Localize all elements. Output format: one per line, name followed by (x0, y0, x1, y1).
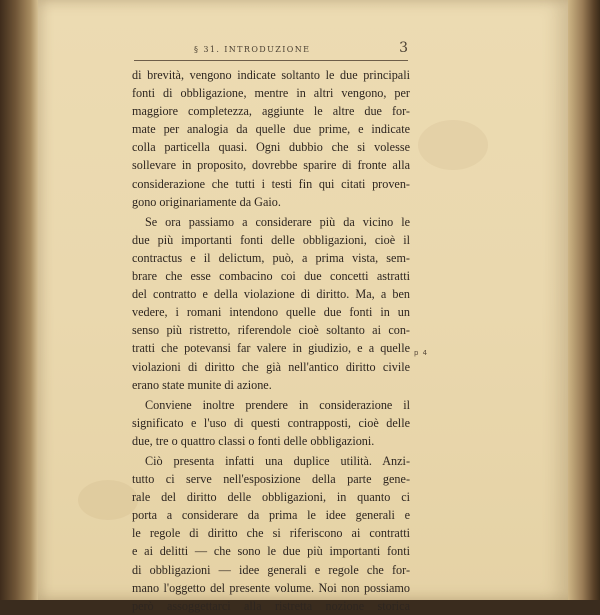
text-line: colla particella quasi. Ogni dubbio che si volesse (132, 140, 410, 155)
text-line: sollevare in proposito, dovrebbe sparire di fronte alla (132, 158, 410, 173)
text-line: tutto ci serve nell'esposizione della parte gene- (132, 472, 410, 487)
body-text (132, 66, 410, 615)
text-line: considerazione che tutti i testi fin qui citati proven- (132, 176, 410, 191)
text-line: porta a considerare da prima le idee generali e (132, 508, 410, 523)
text-line: significato e l'uso di questi contrapposti, cioè delle (132, 415, 410, 430)
text-line: del contratto e della violazione di diritto. Ma, a ben (132, 287, 410, 302)
text-line: mate per analogia da quelle due prime, e indicate (132, 122, 410, 137)
text-line: e ai delitti — che sono le due più importanti fonti (132, 544, 410, 559)
paper-stain (418, 120, 488, 170)
book-binding-gutter (0, 0, 38, 600)
text-line: vedere, i romani intendono quelle due fonti in un (132, 305, 410, 320)
text-line: fonti di obbligazione, mentre in altri vengono, per (132, 86, 410, 101)
text-line: mano l'oggetto del presente volume. Noi non possiamo (132, 580, 410, 595)
text-line: brare che esse combacino coi due concetti astratti (132, 269, 410, 284)
text-line: maggiore completezza, aggiunte le altre due for- (132, 104, 410, 119)
text-line: rale del diritto delle obbligazioni, in quanto ci (132, 490, 410, 505)
running-header (134, 40, 408, 61)
paragraph (132, 452, 410, 615)
paragraph (132, 396, 410, 450)
page-number: 3 (399, 40, 408, 56)
text-line: senso più ristretto, riferendole cioè soltanto ai con- (132, 323, 410, 338)
text-line: erano state munite di azione. (132, 377, 272, 392)
text-line: di obbligazioni — idee generali e regole che for- (132, 562, 410, 577)
text-line: però assoggettarci alla ristretta nozione storica (132, 598, 410, 613)
margin-annotation: p 4 (414, 349, 429, 357)
text-line: Ciò presenta infatti una duplice utilità. Anzi- (145, 453, 410, 468)
text-line: gono originariamente da Gaio. (132, 194, 281, 209)
text-line: violazioni di diritto che già nell'antico diritto civile (132, 359, 410, 374)
text-line: contractus e il delictum, può, a prima vista, sem- (132, 250, 410, 265)
text-line: Conviene inoltre prendere in considerazione il (145, 397, 410, 412)
text-line: di brevità, vengono indicate soltanto le due principali (132, 68, 410, 82)
paper-stain (78, 480, 138, 520)
text-line: due, tre o quattro classi o fonti delle obbligazioni. (132, 433, 375, 448)
page-fore-edge (568, 0, 600, 600)
text-line: tratti che potevansi far valere in giudizio, e a quelle (132, 341, 410, 356)
text-line: le regole di diritto che si riferiscono ai contratti (132, 526, 410, 541)
text-line: Se ora passiamo a considerare più da vicino le (145, 214, 410, 229)
paragraph (132, 66, 410, 211)
paragraph (132, 213, 410, 394)
running-header-title: § 31. INTRODUZIONE (194, 45, 311, 54)
text-line: due più importanti fonti delle obbligazioni, cioè il (132, 232, 410, 247)
